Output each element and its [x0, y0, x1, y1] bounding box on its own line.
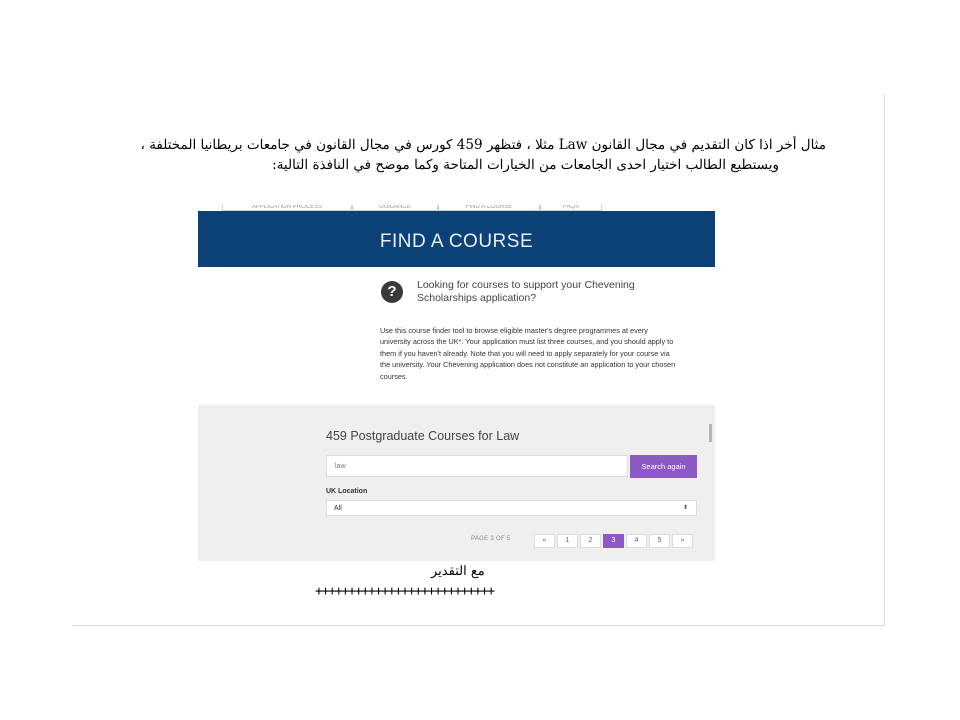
pagination-next[interactable]: »	[672, 534, 693, 548]
page-indicator: PAGE 3 OF 5	[471, 536, 511, 542]
scrollbar-thumb[interactable]	[709, 424, 712, 442]
help-heading: Looking for courses to support your Chevening Scholarships application?	[417, 279, 635, 304]
nav-tab-application-process[interactable]: APPLICATION PROCESS	[222, 205, 352, 211]
nav-tab-guidance[interactable]: GUIDANCE	[352, 205, 438, 211]
pagination-page-3[interactable]: 3	[603, 534, 624, 548]
instruction-line-1: مثال أخر اذا كان التقديم في مجال القانون Law مثلا ، فتظهر 459 كورس في مجال القانون في جامعات بريطانيا المختلفة ،	[140, 137, 826, 153]
search-input[interactable]: law	[326, 455, 628, 477]
search-again-button[interactable]: Search again	[630, 455, 697, 478]
embedded-screenshot	[198, 205, 715, 561]
pagination-page-4[interactable]: 4	[626, 534, 647, 548]
slide-border-bottom	[72, 625, 885, 626]
nav-tab-find-a-course[interactable]: FIND A COURSE	[438, 205, 540, 211]
select-arrows-icon: ⬍	[682, 505, 688, 511]
intro-paragraph: Use this course finder tool to browse eligible master's degree programmes at every university across the UK*. Your application must list three courses, and you should apply to them if you haven't already. Note that you will need to apply separately for your course via the university. Your Chevening application does not constitute an application to your chosen courses.	[380, 326, 676, 381]
pagination-prev[interactable]: «	[534, 534, 555, 548]
uk-location-select[interactable]	[326, 500, 697, 516]
results-count-heading: 459 Postgraduate Courses for Law	[326, 429, 520, 443]
uk-location-value: All	[334, 505, 342, 512]
closing-text: مع التقدير	[431, 564, 485, 579]
separator-line: +++++++++++++++++++++++++++	[315, 584, 494, 599]
pagination-page-2[interactable]: 2	[580, 534, 601, 548]
nav-tab-faqs[interactable]: FAQS	[540, 205, 602, 211]
question-icon: ?	[381, 281, 403, 303]
page-title: FIND A COURSE	[379, 231, 534, 252]
uk-location-label: UK Location	[326, 488, 368, 495]
slide-border-right	[884, 94, 885, 626]
instruction-line-2: ويستطيع الطالب اختيار احدى الجامعات من الخيارات المتاحة وكما موضح في النافذة التالية:	[272, 157, 779, 173]
pagination-page-5[interactable]: 5	[649, 534, 670, 548]
pagination-page-1[interactable]: 1	[557, 534, 578, 548]
search-panel	[198, 405, 715, 561]
page-banner	[198, 211, 715, 267]
